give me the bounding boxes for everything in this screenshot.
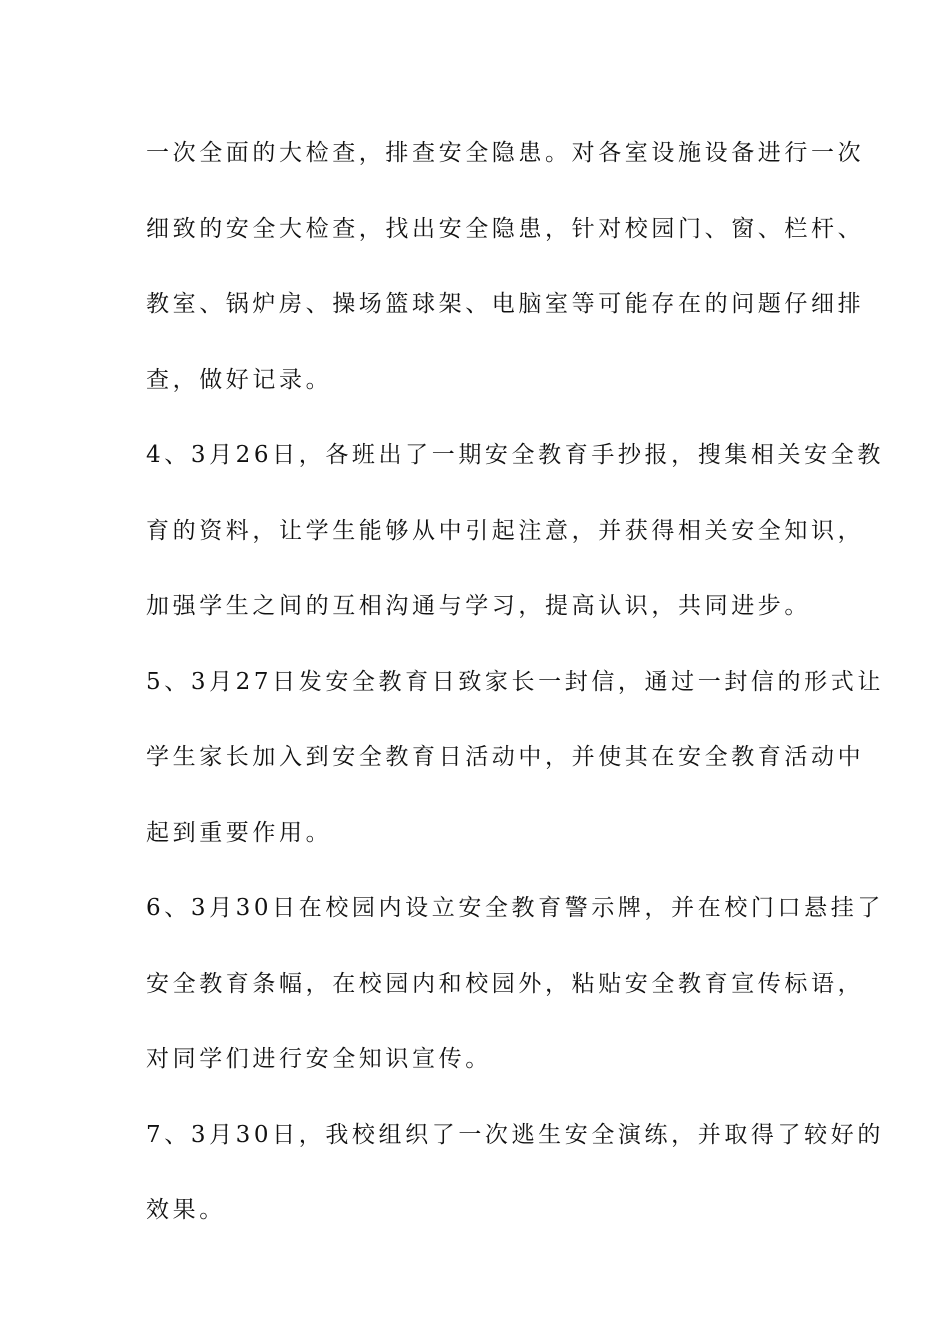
text-line: 7、3月30日，我校组织了一次逃生安全演练，并取得了较好的	[146, 1121, 884, 1148]
text-line: 5、3月27日发安全教育日致家长一封信，通过一封信的形式让	[146, 668, 884, 695]
text-line: 对同学们进行安全知识宣传。	[146, 1046, 492, 1072]
text-line: 教室、锅炉房、操场篮球架、电脑室等可能存在的问题仔细排	[146, 291, 865, 317]
text-line: 4、3月26日，各班出了一期安全教育手抄报，搜集相关安全教	[146, 442, 884, 468]
text-line: 起到重要作用。	[146, 819, 333, 846]
text-line: 效果。	[146, 1197, 226, 1223]
text-line: 6、3月30日在校园内设立安全教育警示牌，并在校门口悬挂了	[146, 895, 884, 921]
text-line: 一次全面的大检查，排查安全隐患。对各室设施设备进行一次	[146, 140, 865, 166]
text-line: 加强学生之间的互相沟通与学习，提高认识，共同进步。	[146, 593, 811, 619]
text-line: 细致的安全大检查，找出安全隐患，针对校园门、窗、栏杆、	[146, 215, 865, 242]
text-line: 学生家长加入到安全教育日活动中，并使其在安全教育活动中	[146, 744, 865, 770]
text-line: 育的资料，让学生能够从中引起注意，并获得相关安全知识，	[146, 517, 865, 544]
text-line: 安全教育条幅，在校园内和校园外，粘贴安全教育宣传标语，	[146, 970, 865, 997]
document-body	[146, 130, 884, 1263]
text-line: 查，做好记录。	[146, 366, 333, 393]
